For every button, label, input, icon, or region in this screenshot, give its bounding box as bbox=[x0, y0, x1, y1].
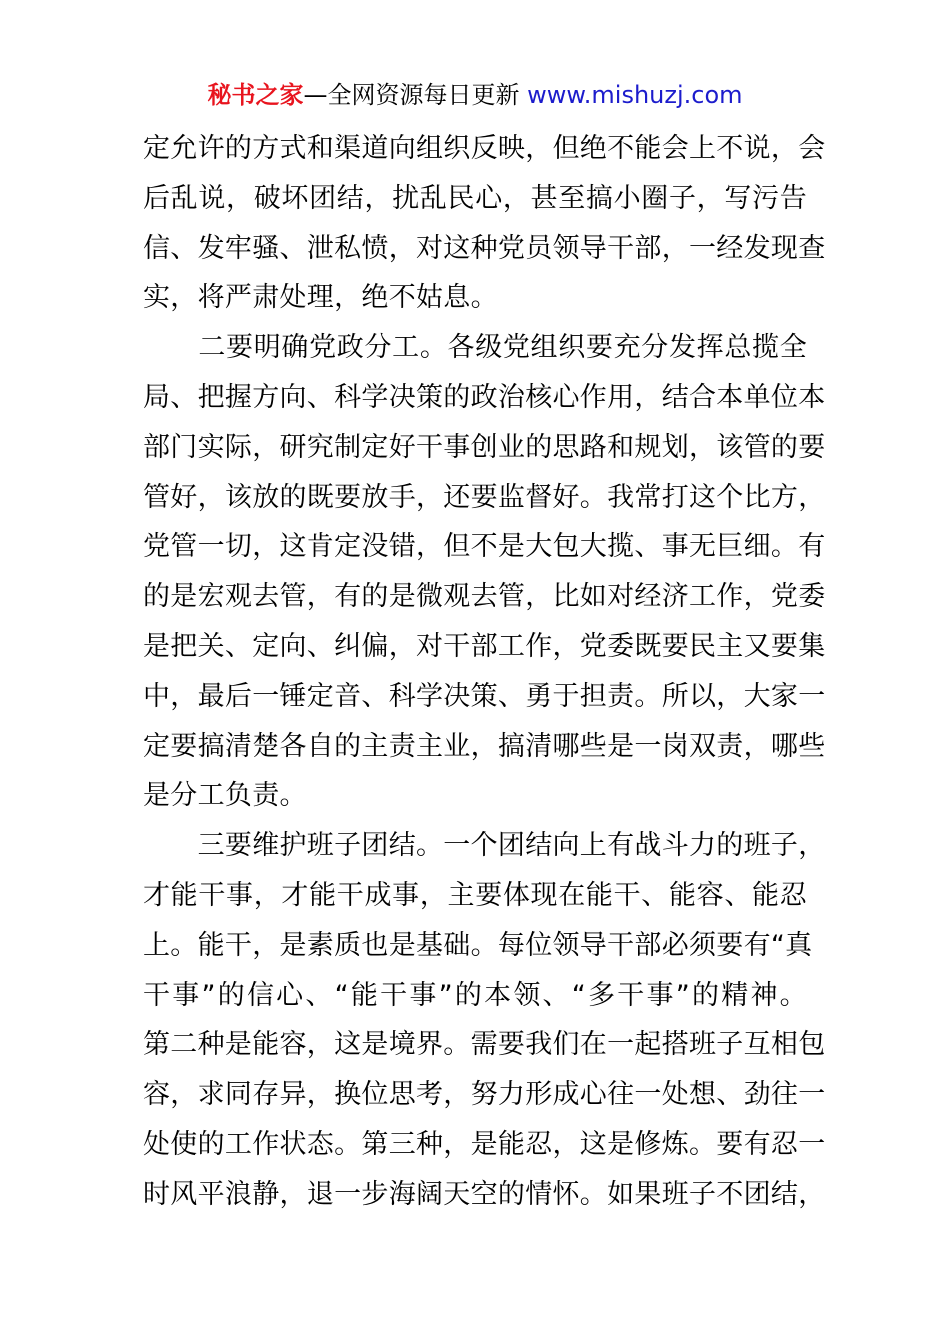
text-line: 定允许的方式和渠道向组织反映，但绝不能会上不说，会 bbox=[143, 133, 826, 164]
document-body bbox=[143, 124, 826, 1220]
text-line: 管好，该放的既要放手，还要监督好。我常打这个比方， bbox=[143, 481, 826, 513]
site-tagline: —全网资源每日更新 bbox=[303, 81, 520, 109]
text-line: 是分工负责。 bbox=[143, 780, 307, 812]
site-brand: 秘书之家 bbox=[207, 81, 304, 109]
text-line: 部门实际，研究制定好干事创业的思路和规划，该管的要 bbox=[143, 431, 826, 463]
text-line: 是把关、定向、纠偏，对干部工作，党委既要民主又要集 bbox=[143, 630, 826, 662]
text-line: 党管一切，这肯定没错，但不是大包大揽、事无巨细。有 bbox=[143, 531, 826, 563]
text-line: 才能干事，才能干成事，主要体现在能干、能容、能忍 bbox=[143, 879, 807, 911]
text-line: 二要明确党政分工。各级党组织要充分发挥总揽全 bbox=[143, 332, 807, 364]
text-line: 容，求同存异，换位思考，努力形成心往一处想、劲往一 bbox=[143, 1079, 826, 1111]
text-line: 实，将严肃处理，绝不姑息。 bbox=[143, 282, 498, 314]
text-line: 的是宏观去管，有的是微观去管，比如对经济工作，党委 bbox=[143, 581, 826, 613]
text-line: 第二种是能容，这是境界。需要我们在一起搭班子互相包 bbox=[143, 1029, 826, 1061]
text-line: 中，最后一锤定音、科学决策、勇于担责。所以，大家一 bbox=[143, 680, 826, 712]
site-header bbox=[0, 78, 950, 112]
text-line: 后乱说，破坏团结，扰乱民心，甚至搞小圈子，写污告 bbox=[143, 182, 807, 214]
text-line: 三要维护班子团结。一个团结向上有战斗力的班子， bbox=[143, 830, 826, 862]
text-line: 上。能干，是素质也是基础。每位领导干部必须要有“真 bbox=[143, 929, 813, 961]
text-line: 局、把握方向、科学决策的政治核心作用，结合本单位本 bbox=[143, 381, 826, 413]
site-url-link[interactable]: www.mishuzj.com bbox=[527, 81, 743, 109]
text-line: 处使的工作状态。第三种，是能忍，这是修炼。要有忍一 bbox=[143, 1128, 826, 1160]
text-line: 定要搞清楚各自的主责主业，搞清哪些是一岗双责，哪些 bbox=[143, 730, 826, 762]
text-line: 信、发牢骚、泄私愤，对这种党员领导干部，一经发现查 bbox=[143, 232, 826, 264]
text-line: 时风平浪静，退一步海阔天空的情怀。如果班子不团结， bbox=[143, 1178, 826, 1210]
text-line: 干事”的信心、“能干事”的本领、“多干事”的精神。 bbox=[143, 979, 807, 1011]
